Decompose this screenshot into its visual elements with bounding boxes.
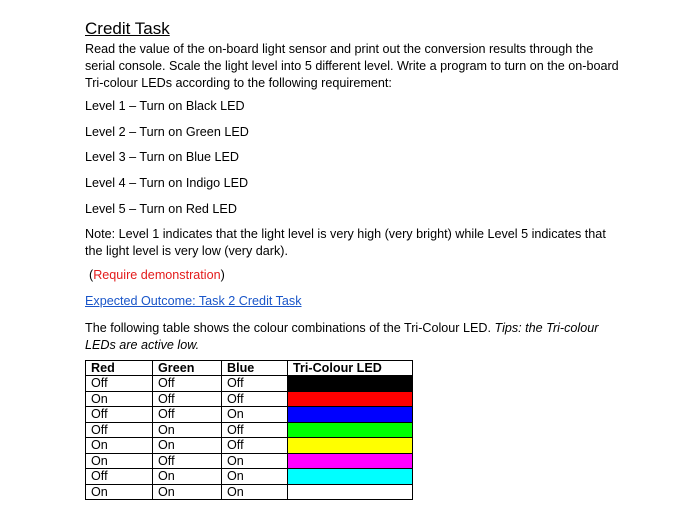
table-row <box>86 484 413 500</box>
cell-green: Off <box>153 407 222 423</box>
color-swatch <box>288 469 413 485</box>
cell-blue: Off <box>222 422 288 438</box>
table-intro-text: The following table shows the colour combinations of the Tri-Colour LED. <box>85 321 495 335</box>
level-3-text: Level 3 – Turn on Blue LED <box>85 150 240 164</box>
table-row <box>86 407 413 423</box>
table-row <box>86 391 413 407</box>
cell-blue: Off <box>222 391 288 407</box>
table-row <box>86 422 413 438</box>
table-row <box>86 453 413 469</box>
demo-open-paren: ( <box>89 268 94 282</box>
cell-green: On <box>153 438 222 454</box>
led-color-table <box>85 360 413 500</box>
table-row <box>86 376 413 392</box>
cell-red: On <box>86 453 153 469</box>
color-swatch <box>288 391 413 407</box>
intro-paragraph: Read the value of the on-board light sensor and print out the conversion results through the serial console. Scale the light level into 5 different level. Write a program to turn on the on-board Tri-colour LEDs according to the following requirement: <box>85 42 619 90</box>
cell-blue: Off <box>222 438 288 454</box>
cell-red: On <box>86 484 153 500</box>
cell-red: Off <box>86 422 153 438</box>
table-row <box>86 469 413 485</box>
table-body <box>86 376 413 500</box>
cell-blue: Off <box>222 376 288 392</box>
page-title: Credit Task <box>85 19 170 38</box>
cell-red: On <box>86 391 153 407</box>
color-swatch <box>288 376 413 392</box>
cell-green: Off <box>153 453 222 469</box>
expected-outcome-link[interactable]: Expected Outcome: Task 2 Credit Task <box>85 294 302 308</box>
header-blue: Blue <box>222 361 288 376</box>
level-2-text: Level 2 – Turn on Green LED <box>85 125 249 139</box>
cell-green: On <box>153 469 222 485</box>
header-green: Green <box>153 361 222 376</box>
color-swatch <box>288 438 413 454</box>
cell-red: Off <box>86 469 153 485</box>
cell-blue: On <box>222 407 288 423</box>
table-row <box>86 438 413 454</box>
color-swatch <box>288 407 413 423</box>
cell-green: On <box>153 484 222 500</box>
header-red: Red <box>86 361 153 376</box>
cell-red: Off <box>86 407 153 423</box>
cell-blue: On <box>222 484 288 500</box>
note-paragraph: Note: Level 1 indicates that the light level is very high (very bright) while Level 5 indicates that the light level is very low (very dark). <box>85 227 606 258</box>
cell-green: On <box>153 422 222 438</box>
demonstration-note <box>89 268 225 282</box>
level-1-text: Level 1 – Turn on Black LED <box>85 99 245 113</box>
color-swatch <box>288 422 413 438</box>
cell-red: On <box>86 438 153 454</box>
cell-red: Off <box>86 376 153 392</box>
demo-text: Require demonstration <box>93 268 221 282</box>
demo-close-paren: ) <box>220 268 225 282</box>
cell-blue: On <box>222 453 288 469</box>
header-tri-colour-led: Tri-Colour LED <box>288 361 413 376</box>
cell-blue: On <box>222 469 288 485</box>
level-5-text: Level 5 – Turn on Red LED <box>85 202 237 216</box>
level-4-text: Level 4 – Turn on Indigo LED <box>85 176 249 190</box>
table-header-row <box>86 361 413 376</box>
table-tip-text: Tips: the Tri-colour LEDs are active low. <box>85 321 599 352</box>
cell-green: Off <box>153 376 222 392</box>
cell-green: Off <box>153 391 222 407</box>
table-intro-paragraph <box>85 320 625 354</box>
color-swatch <box>288 453 413 469</box>
color-swatch <box>288 484 413 500</box>
